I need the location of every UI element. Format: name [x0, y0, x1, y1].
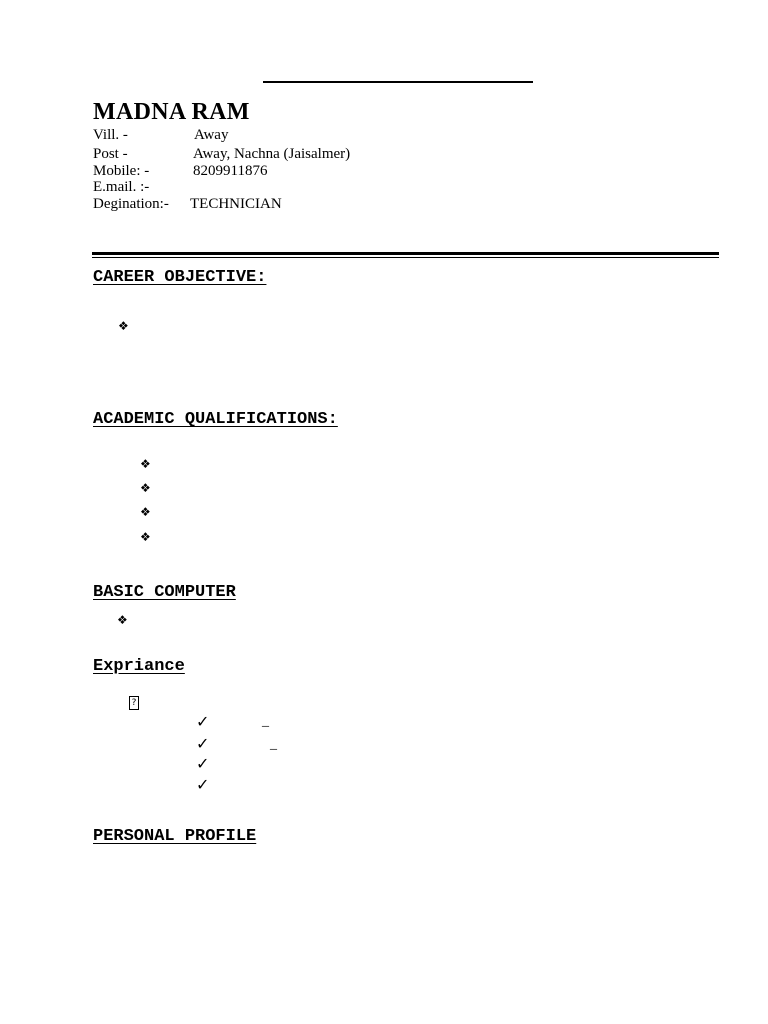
diamond-bullet-icon: ❖: [118, 319, 129, 333]
check-mark-icon: ✓: [196, 754, 210, 773]
field-label-mobile: Mobile: -: [93, 163, 150, 179]
field-value-degination: TECHNICIAN: [190, 196, 282, 212]
missing-glyph-icon: ?: [129, 696, 139, 710]
top-rule: [263, 81, 533, 83]
dash-mark: _: [270, 737, 277, 752]
candidate-name: MADNA RAM: [93, 99, 250, 125]
field-label-vill: Vill. -: [93, 127, 128, 143]
field-value-mobile: 8209911876: [193, 163, 268, 179]
heading-experience: Expriance: [93, 657, 185, 676]
heading-personal-profile: PERSONAL PROFILE: [93, 827, 257, 846]
divider-thick-line: [92, 252, 719, 255]
check-mark-icon: ✓: [196, 712, 210, 731]
check-mark-icon: ✓: [196, 775, 210, 794]
heading-career-objective: CAREER OBJECTIVE:: [93, 268, 267, 287]
field-label-degination: Degination:-: [93, 196, 169, 212]
field-value-post: Away, Nachna (Jaisalmer): [193, 146, 351, 162]
diamond-bullet-icon: ❖: [140, 505, 151, 519]
check-mark-icon: ✓: [196, 734, 210, 753]
field-value-vill: Away: [194, 127, 229, 143]
dash-mark: _: [262, 714, 269, 729]
heading-academic-qualifications: ACADEMIC QUALIFICATIONS:: [93, 410, 338, 429]
field-label-post: Post -: [93, 146, 128, 162]
diamond-bullet-icon: ❖: [140, 457, 151, 471]
heading-basic-computer: BASIC COMPUTER: [93, 583, 236, 602]
diamond-bullet-icon: ❖: [117, 613, 128, 627]
diamond-bullet-icon: ❖: [140, 481, 151, 495]
field-label-email: E.mail. :-: [93, 179, 150, 195]
diamond-bullet-icon: ❖: [140, 530, 151, 544]
divider-thin-line: [92, 257, 719, 258]
section-divider: [92, 252, 719, 258]
